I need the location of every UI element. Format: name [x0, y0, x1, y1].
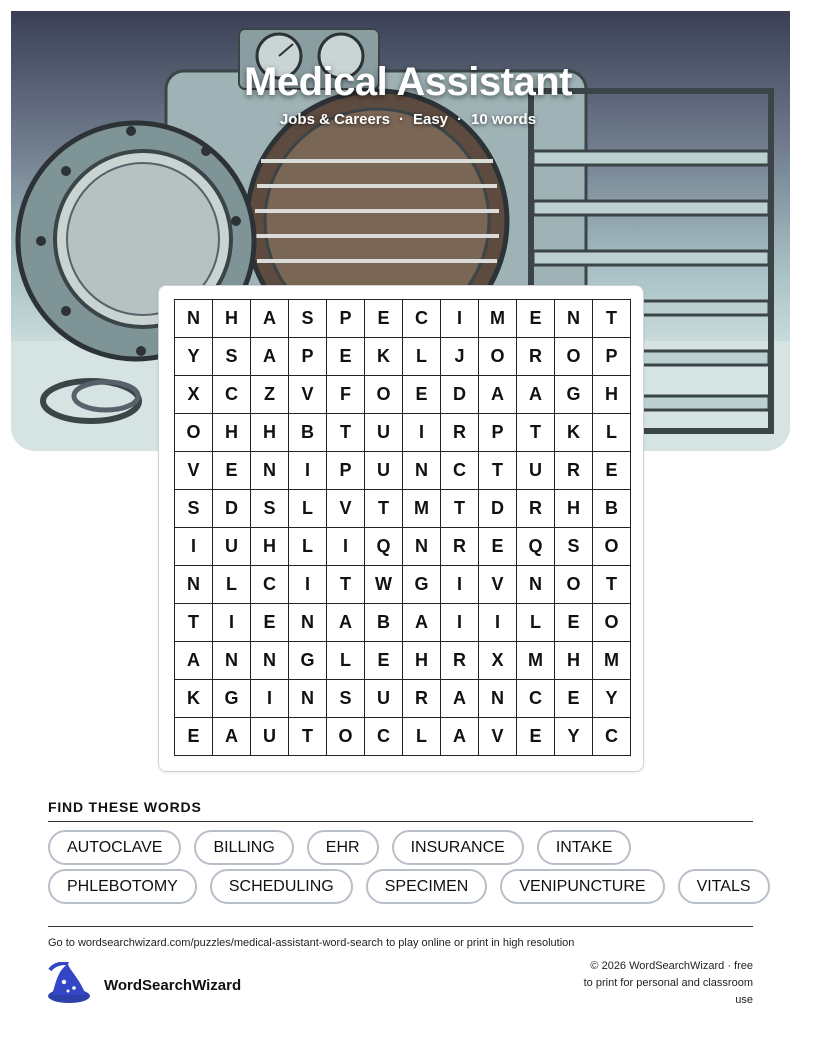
word-count-label: 10 words	[471, 111, 537, 128]
grid-cell[interactable]: Q	[517, 528, 555, 566]
grid-cell[interactable]: G	[213, 680, 251, 718]
grid-cell[interactable]: O	[555, 566, 593, 604]
grid-cell[interactable]: I	[479, 604, 517, 642]
grid-cell[interactable]: N	[517, 566, 555, 604]
grid-cell[interactable]: H	[555, 490, 593, 528]
puzzle-title: Medical Assistant	[244, 60, 572, 104]
grid-cell[interactable]: A	[517, 376, 555, 414]
meta-separator: ·	[398, 111, 404, 128]
grid-cell[interactable]: Y	[175, 338, 213, 376]
grid-cell[interactable]: I	[175, 528, 213, 566]
grid-cell[interactable]: A	[251, 338, 289, 376]
grid-cell[interactable]: W	[365, 566, 403, 604]
grid-cell[interactable]: I	[289, 452, 327, 490]
grid-cell[interactable]: O	[365, 376, 403, 414]
grid-cell[interactable]: C	[251, 566, 289, 604]
grid-cell[interactable]: E	[175, 718, 213, 756]
grid-cell[interactable]: K	[555, 414, 593, 452]
grid-cell[interactable]: A	[441, 680, 479, 718]
grid-cell[interactable]: X	[175, 376, 213, 414]
grid-cell[interactable]: G	[289, 642, 327, 680]
grid-cell[interactable]: T	[593, 300, 631, 338]
grid-cell[interactable]: A	[441, 718, 479, 756]
grid-cell[interactable]: I	[251, 680, 289, 718]
word-chip: AUTOCLAVE	[48, 830, 181, 865]
grid-cell[interactable]: M	[517, 642, 555, 680]
grid-cell[interactable]: R	[403, 680, 441, 718]
grid-cell[interactable]: A	[479, 376, 517, 414]
grid-cell[interactable]: T	[441, 490, 479, 528]
grid-cell[interactable]: S	[555, 528, 593, 566]
grid-cell[interactable]: V	[175, 452, 213, 490]
word-row	[48, 869, 768, 904]
copyright-note: © 2026 WordSearchWizard · free to print for personal and classroom use	[583, 960, 753, 1006]
grid-cell[interactable]: T	[327, 566, 365, 604]
grid-cell[interactable]: E	[517, 300, 555, 338]
grid-cell[interactable]: L	[517, 604, 555, 642]
grid-cell[interactable]: L	[403, 338, 441, 376]
brand-name: WordSearchWizard	[104, 977, 242, 994]
grid-cell[interactable]: O	[479, 338, 517, 376]
word-chip: VENIPUNCTURE	[500, 869, 664, 904]
grid-cell[interactable]: B	[593, 490, 631, 528]
grid-cell[interactable]: P	[593, 338, 631, 376]
grid-cell[interactable]: K	[365, 338, 403, 376]
grid-cell[interactable]: Y	[593, 680, 631, 718]
grid-cell[interactable]: C	[365, 718, 403, 756]
grid-cell[interactable]: G	[403, 566, 441, 604]
grid-cell[interactable]: U	[213, 528, 251, 566]
grid-cell[interactable]: N	[289, 604, 327, 642]
grid-cell[interactable]: V	[327, 490, 365, 528]
grid-cell[interactable]: N	[251, 452, 289, 490]
grid-cell[interactable]: A	[403, 604, 441, 642]
grid-cell[interactable]: X	[479, 642, 517, 680]
grid-cell[interactable]: I	[441, 300, 479, 338]
grid-cell[interactable]: L	[403, 718, 441, 756]
grid-cell[interactable]: I	[441, 566, 479, 604]
category-label: Jobs & Careers	[279, 111, 390, 128]
grid-cell[interactable]: P	[327, 452, 365, 490]
grid-cell[interactable]: E	[403, 376, 441, 414]
grid-cell[interactable]: M	[479, 300, 517, 338]
meta-separator: ·	[457, 111, 463, 128]
grid-cell[interactable]: V	[479, 566, 517, 604]
grid-cell[interactable]: B	[289, 414, 327, 452]
grid-cell[interactable]: J	[441, 338, 479, 376]
grid-cell[interactable]: A	[251, 300, 289, 338]
grid-cell[interactable]: L	[213, 566, 251, 604]
difficulty-label: Easy	[412, 111, 449, 128]
grid-cell[interactable]: I	[213, 604, 251, 642]
grid-cell[interactable]: T	[289, 718, 327, 756]
grid-cell[interactable]: E	[555, 604, 593, 642]
grid-cell[interactable]: O	[175, 414, 213, 452]
grid-cell[interactable]: E	[517, 718, 555, 756]
grid-cell[interactable]: R	[441, 642, 479, 680]
grid-cell[interactable]: R	[517, 338, 555, 376]
grid-cell[interactable]: M	[593, 642, 631, 680]
grid-cell[interactable]: V	[479, 718, 517, 756]
grid-cell[interactable]: R	[555, 452, 593, 490]
grid-cell[interactable]: S	[327, 680, 365, 718]
grid-cell[interactable]: H	[251, 528, 289, 566]
grid-cell[interactable]: D	[441, 376, 479, 414]
grid-cell[interactable]: H	[403, 642, 441, 680]
grid-cell[interactable]: E	[365, 642, 403, 680]
grid-cell[interactable]: N	[289, 680, 327, 718]
grid-cell[interactable]: H	[555, 642, 593, 680]
grid-cell[interactable]: R	[441, 528, 479, 566]
grid-cell[interactable]: O	[593, 528, 631, 566]
word-chip: INSURANCE	[392, 830, 524, 865]
word-chip: BILLING	[194, 830, 293, 865]
grid-cell[interactable]: N	[479, 680, 517, 718]
grid-cell[interactable]: A	[175, 642, 213, 680]
grid-cell[interactable]: I	[441, 604, 479, 642]
grid-cell[interactable]: E	[213, 452, 251, 490]
word-chip: SCHEDULING	[210, 869, 353, 904]
grid-cell[interactable]: O	[327, 718, 365, 756]
grid-cell[interactable]: T	[365, 490, 403, 528]
grid-cell[interactable]: P	[289, 338, 327, 376]
word-chip: VITALS	[678, 869, 770, 904]
grid-cell[interactable]: E	[555, 680, 593, 718]
word-chip: EHR	[307, 830, 379, 865]
grid-cell[interactable]: S	[175, 490, 213, 528]
grid-cell[interactable]: N	[403, 452, 441, 490]
brand[interactable]	[46, 962, 241, 1009]
word-list	[48, 830, 768, 908]
grid-cell[interactable]: H	[213, 300, 251, 338]
grid-cell[interactable]: E	[251, 604, 289, 642]
grid-cell[interactable]: Q	[365, 528, 403, 566]
grid-cell[interactable]: G	[555, 376, 593, 414]
grid-cell[interactable]: N	[213, 642, 251, 680]
word-chip: SPECIMEN	[366, 869, 488, 904]
grid-cell[interactable]: N	[175, 300, 213, 338]
grid-cell[interactable]: U	[365, 414, 403, 452]
divider	[48, 926, 753, 927]
grid-cell[interactable]: D	[213, 490, 251, 528]
grid-cell[interactable]: S	[251, 490, 289, 528]
grid-cell[interactable]: T	[593, 566, 631, 604]
grid-cell[interactable]: H	[593, 376, 631, 414]
letter-grid	[174, 299, 631, 756]
grid-cell[interactable]: Y	[555, 718, 593, 756]
header	[0, 60, 816, 128]
puzzle-meta	[0, 111, 816, 128]
grid-cell[interactable]: V	[289, 376, 327, 414]
grid-cell[interactable]: O	[593, 604, 631, 642]
grid-cell[interactable]: T	[517, 414, 555, 452]
grid-cell[interactable]: U	[517, 452, 555, 490]
grid-cell[interactable]: L	[593, 414, 631, 452]
play-online-link[interactable]: Go to wordsearchwizard.com/puzzles/medical-assistant-word-search to play online or print in high resolution	[48, 937, 575, 949]
grid-cell[interactable]: N	[251, 642, 289, 680]
grid-cell[interactable]: H	[251, 414, 289, 452]
grid-cell[interactable]: P	[479, 414, 517, 452]
grid-cell[interactable]: S	[289, 300, 327, 338]
grid-cell[interactable]: E	[479, 528, 517, 566]
grid-cell[interactable]: I	[289, 566, 327, 604]
grid-cell[interactable]: R	[441, 414, 479, 452]
grid-cell[interactable]: U	[251, 718, 289, 756]
grid-cell[interactable]: T	[175, 604, 213, 642]
grid-cell[interactable]: E	[365, 300, 403, 338]
grid-cell[interactable]: I	[327, 528, 365, 566]
grid-cell[interactable]: E	[327, 338, 365, 376]
grid-cell[interactable]: T	[327, 414, 365, 452]
grid-cell[interactable]: D	[479, 490, 517, 528]
grid-cell[interactable]: L	[327, 642, 365, 680]
wizard-hat-icon	[46, 962, 92, 1009]
puzzle-card	[158, 285, 644, 772]
word-chip: PHLEBOTOMY	[48, 869, 197, 904]
grid-cell[interactable]: C	[593, 718, 631, 756]
grid-cell[interactable]: T	[479, 452, 517, 490]
word-row	[48, 830, 768, 865]
grid-cell[interactable]: E	[593, 452, 631, 490]
grid-cell[interactable]: U	[365, 452, 403, 490]
grid-cell[interactable]: L	[289, 528, 327, 566]
word-list-heading: FIND THESE WORDS	[48, 799, 202, 815]
grid-cell[interactable]: Z	[251, 376, 289, 414]
grid-cell[interactable]: O	[555, 338, 593, 376]
grid-cell[interactable]: H	[213, 414, 251, 452]
grid-cell[interactable]: A	[327, 604, 365, 642]
grid-cell[interactable]: N	[175, 566, 213, 604]
grid-cell[interactable]: C	[403, 300, 441, 338]
grid-cell[interactable]: N	[403, 528, 441, 566]
divider	[48, 821, 753, 822]
grid-cell[interactable]: C	[517, 680, 555, 718]
grid-cell[interactable]: K	[175, 680, 213, 718]
grid-cell[interactable]: S	[213, 338, 251, 376]
grid-cell[interactable]: C	[441, 452, 479, 490]
grid-cell[interactable]: L	[289, 490, 327, 528]
grid-cell[interactable]: R	[517, 490, 555, 528]
word-chip: INTAKE	[537, 830, 632, 865]
grid-cell[interactable]: M	[403, 490, 441, 528]
grid-cell[interactable]: C	[213, 376, 251, 414]
grid-cell[interactable]: N	[555, 300, 593, 338]
grid-cell[interactable]: B	[365, 604, 403, 642]
grid-cell[interactable]: U	[365, 680, 403, 718]
grid-cell[interactable]: F	[327, 376, 365, 414]
grid-cell[interactable]: A	[213, 718, 251, 756]
grid-cell[interactable]: P	[327, 300, 365, 338]
grid-cell[interactable]: I	[403, 414, 441, 452]
